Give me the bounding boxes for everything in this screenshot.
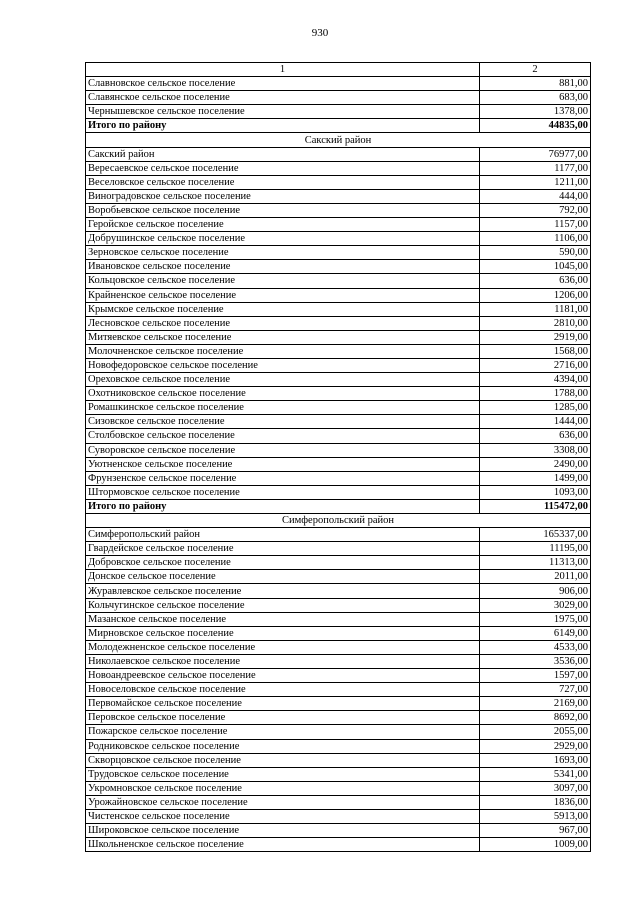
table-row <box>86 654 591 668</box>
table-row <box>86 753 591 767</box>
amount-value: 1285,00 <box>480 401 591 415</box>
settlement-name: Охотниковское сельское поселение <box>86 387 480 401</box>
table-row <box>86 401 591 415</box>
table-row <box>86 203 591 217</box>
settlement-name: Славновское сельское поселение <box>86 77 480 91</box>
settlement-name: Крымское сельское поселение <box>86 302 480 316</box>
table-row <box>86 147 591 161</box>
total-value: 115472,00 <box>480 499 591 513</box>
table-row <box>86 387 591 401</box>
table-row <box>86 260 591 274</box>
column-header-2: 2 <box>480 63 591 77</box>
table-row <box>86 274 591 288</box>
settlement-name: Ромашкинское сельское поселение <box>86 401 480 415</box>
amount-value: 1693,00 <box>480 753 591 767</box>
amount-value: 1975,00 <box>480 612 591 626</box>
amount-value: 2169,00 <box>480 697 591 711</box>
settlement-name: Молодежненское сельское поселение <box>86 640 480 654</box>
amount-value: 8692,00 <box>480 711 591 725</box>
settlement-name: Новоселовское сельское поселение <box>86 683 480 697</box>
settlement-name: Новоандреевское сельское поселение <box>86 669 480 683</box>
table-row <box>86 570 591 584</box>
settlement-name: Лесновское сельское поселение <box>86 316 480 330</box>
amount-value: 636,00 <box>480 274 591 288</box>
table-row <box>86 824 591 838</box>
table-row <box>86 429 591 443</box>
settlement-name: Симферопольский район <box>86 528 480 542</box>
amount-value: 3029,00 <box>480 598 591 612</box>
amount-value: 3097,00 <box>480 781 591 795</box>
amount-value: 590,00 <box>480 246 591 260</box>
settlement-name: Зерновское сельское поселение <box>86 246 480 260</box>
page-number: 930 <box>311 27 329 39</box>
table-row <box>86 457 591 471</box>
amount-value: 76977,00 <box>480 147 591 161</box>
settlement-name: Митяевское сельское поселение <box>86 330 480 344</box>
table-row <box>86 528 591 542</box>
amount-value: 2011,00 <box>480 570 591 584</box>
table-row <box>86 105 591 119</box>
table-row <box>86 189 591 203</box>
amount-value: 1836,00 <box>480 795 591 809</box>
settlement-name: Гвардейское сельское поселение <box>86 542 480 556</box>
settlement-name: Суворовское сельское поселение <box>86 443 480 457</box>
settlement-name: Воробьевское сельское поселение <box>86 203 480 217</box>
amount-value: 2810,00 <box>480 316 591 330</box>
amount-value: 1181,00 <box>480 302 591 316</box>
settlement-name: Журавлевское сельское поселение <box>86 584 480 598</box>
amount-value: 1597,00 <box>480 669 591 683</box>
amount-value: 2055,00 <box>480 725 591 739</box>
column-header-1: 1 <box>86 63 480 77</box>
amount-value: 636,00 <box>480 429 591 443</box>
table-row <box>86 175 591 189</box>
amount-value: 1093,00 <box>480 485 591 499</box>
settlement-name: Школьненское сельское поселение <box>86 838 480 852</box>
amount-value: 4394,00 <box>480 373 591 387</box>
table-row <box>86 288 591 302</box>
settlement-name: Перовское сельское поселение <box>86 711 480 725</box>
table-row <box>86 232 591 246</box>
settlement-name: Кольцовское сельское поселение <box>86 274 480 288</box>
table-row <box>86 161 591 175</box>
settlement-name: Трудовское сельское поселение <box>86 767 480 781</box>
settlement-name: Ивановское сельское поселение <box>86 260 480 274</box>
amount-value: 5341,00 <box>480 767 591 781</box>
settlement-name: Укромновское сельское поселение <box>86 781 480 795</box>
table-row <box>86 485 591 499</box>
amount-value: 792,00 <box>480 203 591 217</box>
table-row <box>86 739 591 753</box>
section-header-row <box>86 514 591 528</box>
table-row <box>86 781 591 795</box>
settlement-name: Уютненское сельское поселение <box>86 457 480 471</box>
amount-value: 1378,00 <box>480 105 591 119</box>
amount-value: 11313,00 <box>480 556 591 570</box>
settlement-name: Донское сельское поселение <box>86 570 480 584</box>
settlement-name: Пожарское сельское поселение <box>86 725 480 739</box>
settlement-name: Славянское сельское поселение <box>86 91 480 105</box>
table-row <box>86 373 591 387</box>
table-row <box>86 809 591 823</box>
settlement-name: Чернышевское сельское поселение <box>86 105 480 119</box>
amount-value: 3536,00 <box>480 654 591 668</box>
table-row <box>86 246 591 260</box>
amount-value: 1106,00 <box>480 232 591 246</box>
amount-value: 1444,00 <box>480 415 591 429</box>
table-body <box>86 63 591 852</box>
table-row <box>86 358 591 372</box>
amount-value: 967,00 <box>480 824 591 838</box>
table-row <box>86 767 591 781</box>
settlement-name: Фрунзенское сельское поселение <box>86 471 480 485</box>
settlement-name: Молочненское сельское поселение <box>86 344 480 358</box>
total-row <box>86 499 591 513</box>
settlement-name: Сакский район <box>86 147 480 161</box>
amount-value: 3308,00 <box>480 443 591 457</box>
table-row <box>86 598 591 612</box>
settlement-name: Штормовское сельское поселение <box>86 485 480 499</box>
section-header-row <box>86 133 591 147</box>
amount-value: 1568,00 <box>480 344 591 358</box>
settlement-name: Новофедоровское сельское поселение <box>86 358 480 372</box>
settlement-name: Мазанское сельское поселение <box>86 612 480 626</box>
settlement-name: Николаевское сельское поселение <box>86 654 480 668</box>
amount-value: 165337,00 <box>480 528 591 542</box>
settlement-name: Широковское сельское поселение <box>86 824 480 838</box>
amount-value: 5913,00 <box>480 809 591 823</box>
settlement-name: Скворцовское сельское поселение <box>86 753 480 767</box>
amount-value: 6149,00 <box>480 626 591 640</box>
table-row <box>86 218 591 232</box>
table-row <box>86 640 591 654</box>
settlement-name: Вересаевское сельское поселение <box>86 161 480 175</box>
table-row <box>86 711 591 725</box>
allocation-table <box>85 62 591 852</box>
table-row <box>86 725 591 739</box>
table-row <box>86 838 591 852</box>
table-row <box>86 683 591 697</box>
table-row <box>86 542 591 556</box>
settlement-name: Урожайновское сельское поселение <box>86 795 480 809</box>
settlement-name: Первомайское сельское поселение <box>86 697 480 711</box>
table-row <box>86 697 591 711</box>
settlement-name: Сизовское сельское поселение <box>86 415 480 429</box>
settlement-name: Родниковское сельское поселение <box>86 739 480 753</box>
amount-value: 1211,00 <box>480 175 591 189</box>
table-row <box>86 443 591 457</box>
amount-value: 2716,00 <box>480 358 591 372</box>
table-row <box>86 91 591 105</box>
settlement-name: Кольчугинское сельское поселение <box>86 598 480 612</box>
settlement-name: Крайненское сельское поселение <box>86 288 480 302</box>
total-row <box>86 119 591 133</box>
amount-value: 1009,00 <box>480 838 591 852</box>
section-title: Сакский район <box>86 133 591 147</box>
table-row <box>86 626 591 640</box>
table-row <box>86 669 591 683</box>
header-row <box>86 63 591 77</box>
amount-value: 1206,00 <box>480 288 591 302</box>
amount-value: 444,00 <box>480 189 591 203</box>
table-row <box>86 584 591 598</box>
settlement-name: Ореховское сельское поселение <box>86 373 480 387</box>
total-value: 44835,00 <box>480 119 591 133</box>
amount-value: 2929,00 <box>480 739 591 753</box>
settlement-name: Чистенское сельское поселение <box>86 809 480 823</box>
settlement-name: Виноградовское сельское поселение <box>86 189 480 203</box>
amount-value: 906,00 <box>480 584 591 598</box>
amount-value: 11195,00 <box>480 542 591 556</box>
table-row <box>86 795 591 809</box>
amount-value: 4533,00 <box>480 640 591 654</box>
table-row <box>86 302 591 316</box>
section-title: Симферопольский район <box>86 514 591 528</box>
table-row <box>86 471 591 485</box>
table-row <box>86 77 591 91</box>
settlement-name: Добровское сельское поселение <box>86 556 480 570</box>
amount-value: 1045,00 <box>480 260 591 274</box>
table-row <box>86 316 591 330</box>
total-label: Итого по району <box>86 499 480 513</box>
amount-value: 683,00 <box>480 91 591 105</box>
amount-value: 2919,00 <box>480 330 591 344</box>
amount-value: 1177,00 <box>480 161 591 175</box>
settlement-name: Столбовское сельское поселение <box>86 429 480 443</box>
amount-value: 881,00 <box>480 77 591 91</box>
table-row <box>86 612 591 626</box>
table-row <box>86 556 591 570</box>
settlement-name: Добрушинское сельское поселение <box>86 232 480 246</box>
amount-value: 1499,00 <box>480 471 591 485</box>
amount-value: 727,00 <box>480 683 591 697</box>
amount-value: 1157,00 <box>480 218 591 232</box>
table-row <box>86 344 591 358</box>
settlement-name: Веселовское сельское поселение <box>86 175 480 189</box>
settlement-name: Геройское сельское поселение <box>86 218 480 232</box>
total-label: Итого по району <box>86 119 480 133</box>
settlement-name: Мирновское сельское поселение <box>86 626 480 640</box>
amount-value: 1788,00 <box>480 387 591 401</box>
table-row <box>86 330 591 344</box>
amount-value: 2490,00 <box>480 457 591 471</box>
table-row <box>86 415 591 429</box>
